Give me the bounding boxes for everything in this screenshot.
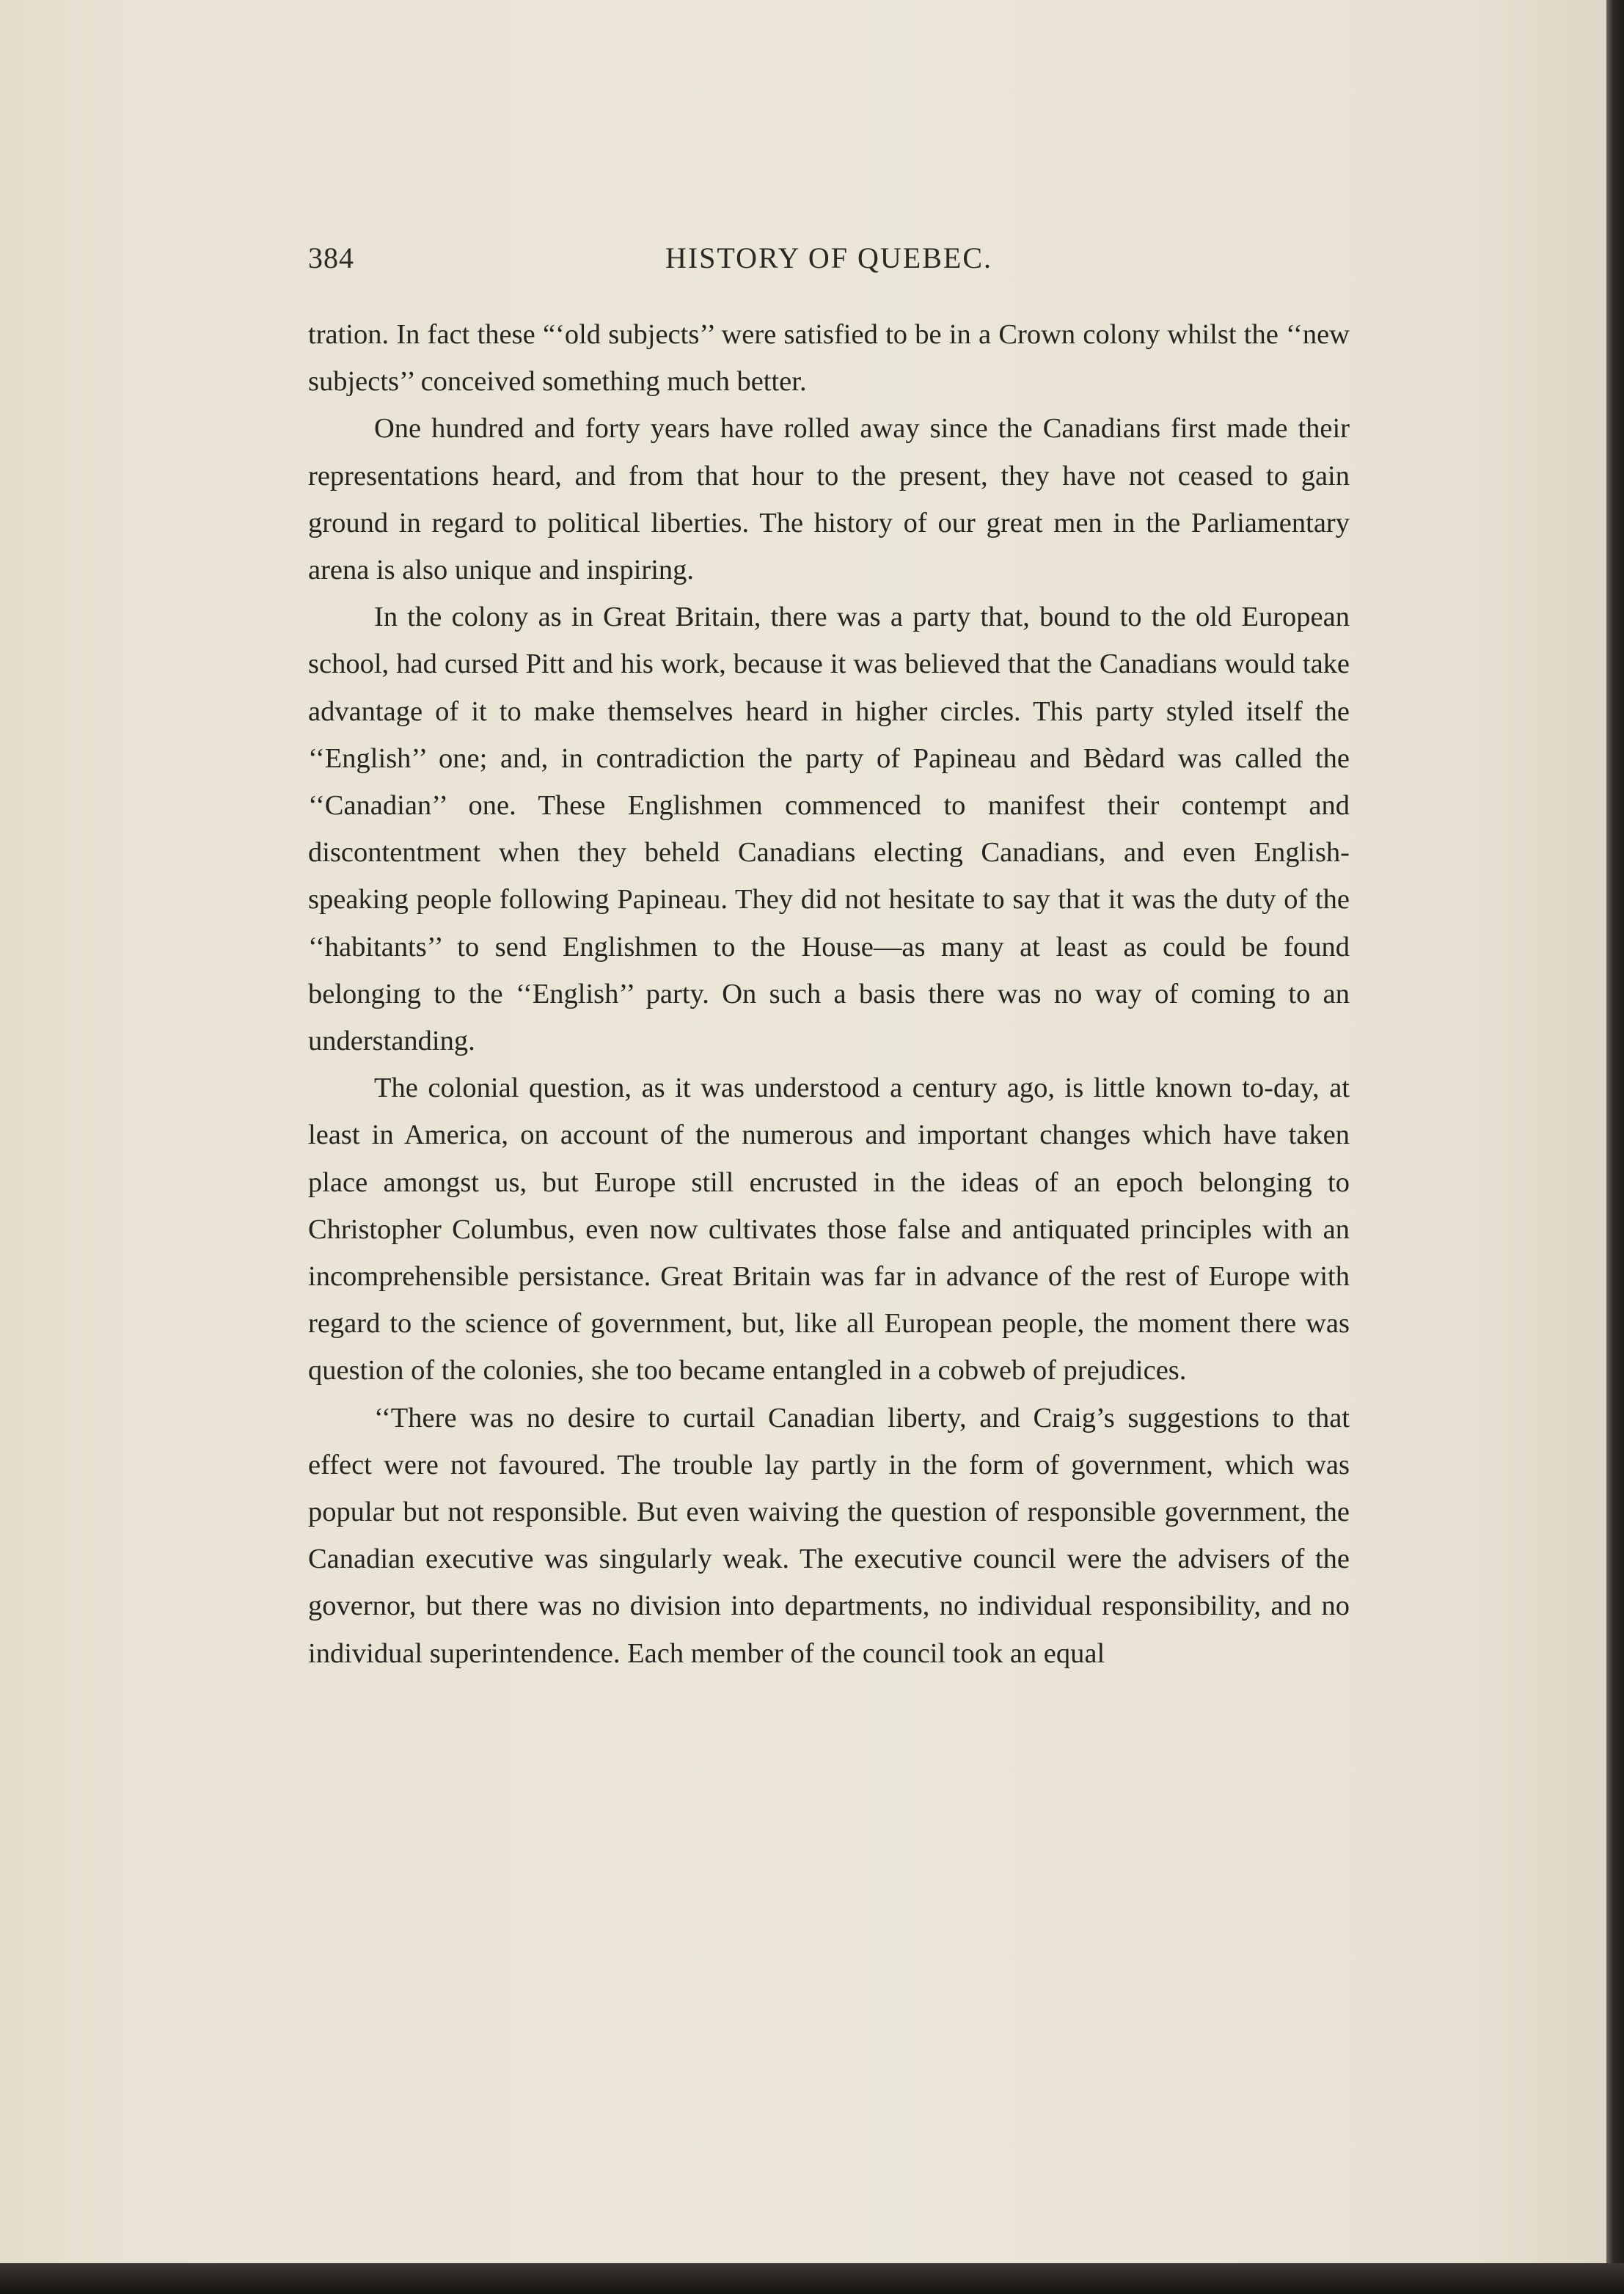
paragraph-4: The colonial question, as it was understood a century ago, is little known to-day, at least in America, on account of the numerous and important changes which have taken place amongst us, but Europe still encrusted in the ideas of an epoch belonging to Christopher Columbus, even now cultivates those false and antiquated principles with an incomprehensible persistance. Great Britain was far in advance of the rest of Europe with regard to the science of government, but, like all European people, the moment there was question of the colonies, she too became entangled in a cobweb of prejudices. <box>308 1073 1350 1387</box>
paragraph-5: ‘‘There was no desire to curtail Canadian liberty, and Craig’s suggestions to that effect were not favoured. The trouble lay partly in the form of government, which was popular but not responsible. But even waiving the question of responsible government, the Canadian executive was singularly weak. The executive council were the advisers of the governor, but there was no division into departments, no individual responsibility, and no individual superintendence. Each member of the council took an equal <box>308 1402 1350 1669</box>
paragraph-3: In the colony as in Great Britain, there was a party that, bound to the old European school, had cursed Pitt and his work, because it was believed that the Canadians would take advantage of it to make themselves heard in higher circles. This party styled itself the ‘‘English’’ one; and, in contradiction the party of Papineau and Bèdard was called the ‘‘Canadian’’ one. These Englishmen commenced to manifest their contempt and discontentment when they beheld Canadians electing Canadians, and even English-speaking people following Papineau. They did not hesitate to say that it was the duty of the ‘‘habitants’’ to send Englishmen to the House—as many at least as could be found belonging to the ‘‘English’’ party. On such a basis there was no way of coming to an understanding. <box>308 602 1350 1057</box>
page-number: 384 <box>308 241 354 274</box>
running-title: HISTORY OF QUEBEC. <box>665 241 993 274</box>
body-text <box>308 311 1350 1677</box>
book-binding-edge <box>1606 0 1624 2294</box>
scan-bottom-edge <box>0 2263 1624 2294</box>
running-head <box>308 241 1350 285</box>
paragraph-2: One hundred and forty years have rolled away since the Canadians first made their representations heard, and from that hour to the present, they have not ceased to gain ground in regard to political liberties. The history of our great men in the Parliamentary arena is also unique and inspiring. <box>308 413 1350 586</box>
paragraph-1: tration. In fact these “‘old subjects’’ were satisfied to be in a Crown colony whilst the ‘‘new subjects’’ conceived something much better. <box>308 319 1350 398</box>
